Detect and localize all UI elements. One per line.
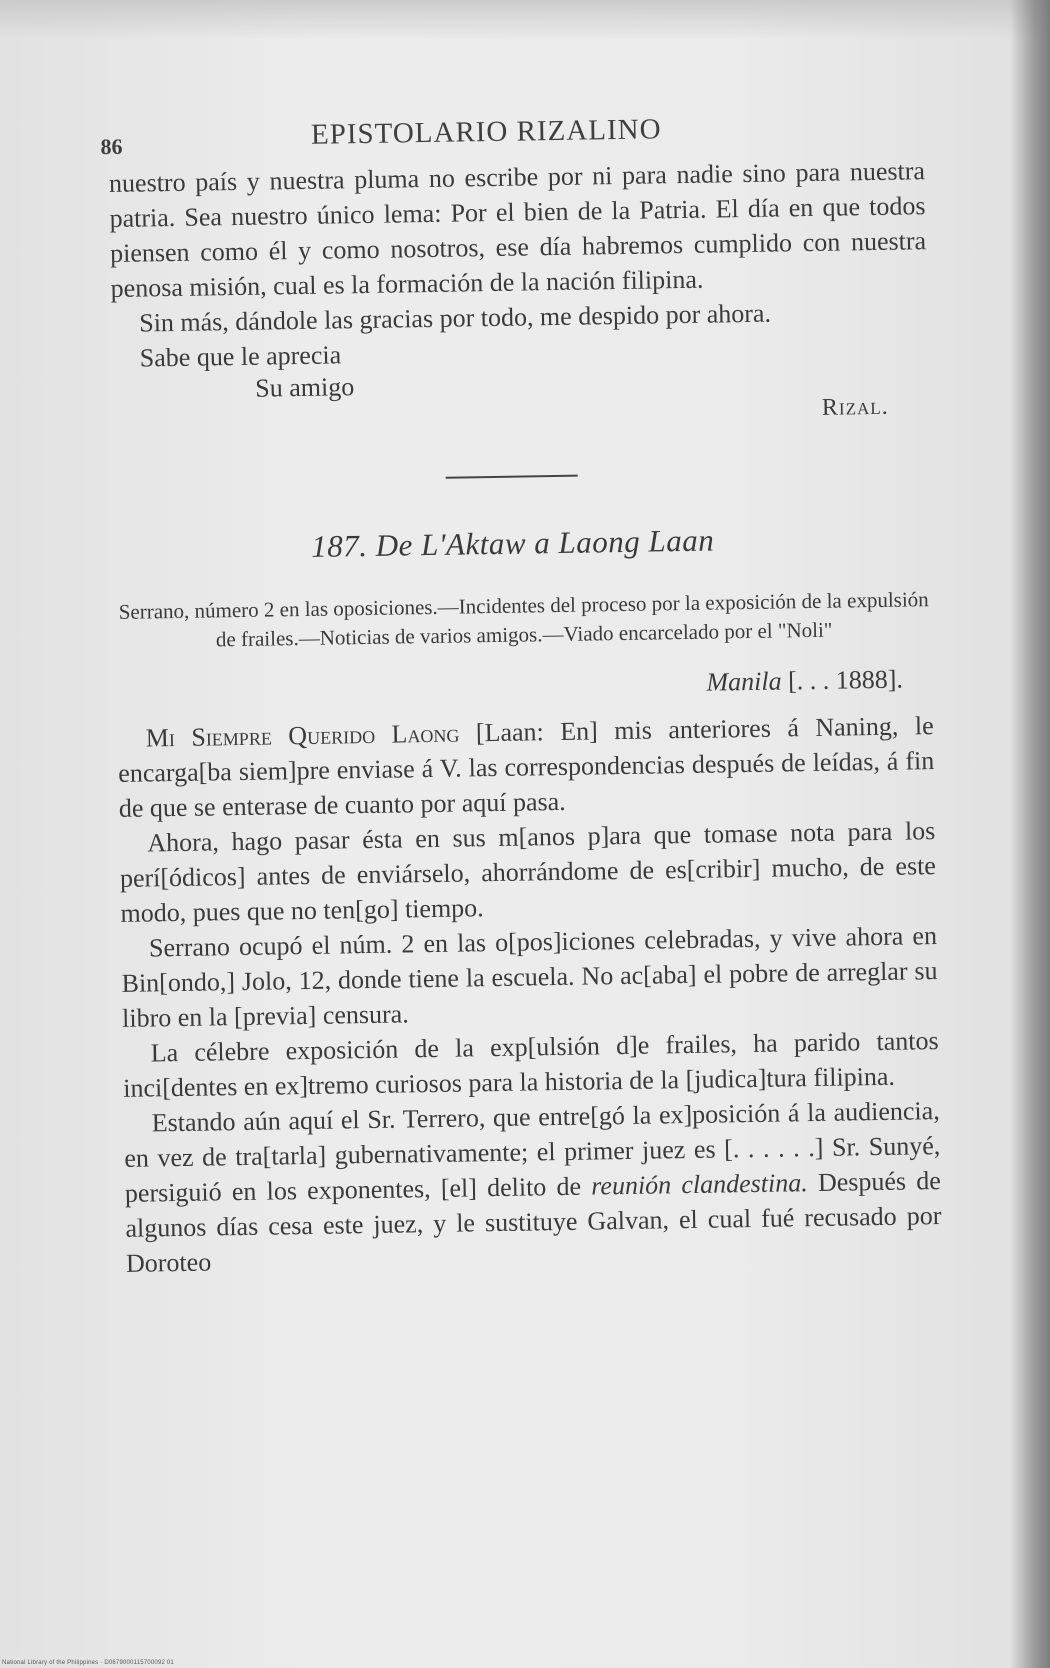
closing-amigo: Su amigo [255,372,355,403]
dateline-date: [. . . 1888]. [781,664,904,696]
prev-letter-closing-line: Sabe que le aprecia [139,340,342,373]
page-number: 86 [100,133,123,160]
letter-paragraph-4: La célebre exposición de la exp[ulsión d]e frailes, ha parido tantos inci[dentes en ex]tremo curiosos para la historia de la [judica]tura filipina. [123,1026,939,1103]
section-divider [446,475,578,479]
letter-paragraph-1-text: [Laan: En] mis anteriores á Naning, le encarga[ba siem]pre enviase á V. las correspondencias después de leídas, á fin de que se enterase de cuanto por aquí pasa. [118,711,935,823]
letter-heading: 187. De L'Aktaw a Laong Laan [310,522,715,564]
letter-summary: Serrano, número 2 en las oposiciones.—Incidentes del proceso por la exposición de la expulsión de frailes.—Noticias de varios amigos.—Viado encarcelado por el "Noli" [118,587,929,652]
dateline-place: Manila [706,666,782,697]
letter-paragraph-5-text-b: Después de algunos días cesa este juez, y le sustituye Galvan, el cual fué recusado por Doroteo [125,1166,942,1278]
letter-paragraph-5 [124,1093,943,1281]
page-content [100,105,942,1281]
page-right-shadow [1010,0,1050,1668]
page-top-shadow [0,0,1050,40]
scan-credit: National Library of the Philippines · D0679000115700092 01 [2,1660,174,1666]
letter-paragraph-1 [117,708,935,826]
dateline [117,661,933,709]
prev-letter-farewell: Sin más, dándole las gracias por todo, me despido por ahora. [138,298,772,338]
letter-paragraph-2: Ahora, hago pasar ésta en sus m[anos p]ara que tomase nota para los perí[ódicos] antes de enviárselo, ahorrándome de es[cribir] mucho, de este modo, pues que no ten[go] tiempo. [119,816,937,928]
letter-paragraph-5-italic: reunión clandestina. [591,1168,808,1201]
signature: Rizal. [821,393,889,421]
letter-paragraph-3: Serrano ocupó el núm. 2 en las o[pos]iciones celebradas, y vive ahora en Bin[ondo,] Jolo, 12, donde tiene la escuela. No ac[aba] el pobre de arreglar su libro en la [previa] censura. [121,921,938,1033]
salutation: Mi Siempre Querido Laong [145,718,460,753]
closing-row [112,363,929,446]
letter-paragraph-5-text-a: Estando aún aquí el Sr. Terrero, que entre[gó la ex]posición á la audiencia, en vez de tra[tarla] gubernativamente; el primer juez es [. . . . . .] Sr. Sunyé, persiguió en los exponentes, [el] delito de [124,1096,941,1208]
prev-letter-paragraph: nuestro país y nuestra pluma no escribe por ni para nadie sino para nuestra patria. Sea nuestro único lema: Por el bien de la Patria. El día en que todos piensen como él y como nosotros, ese día habremos cumplido con nuestra penosa misión, cual es la formación de la nación filipina. [108,156,927,303]
running-title: EPISTOLARIO RIZALINO [310,113,662,151]
